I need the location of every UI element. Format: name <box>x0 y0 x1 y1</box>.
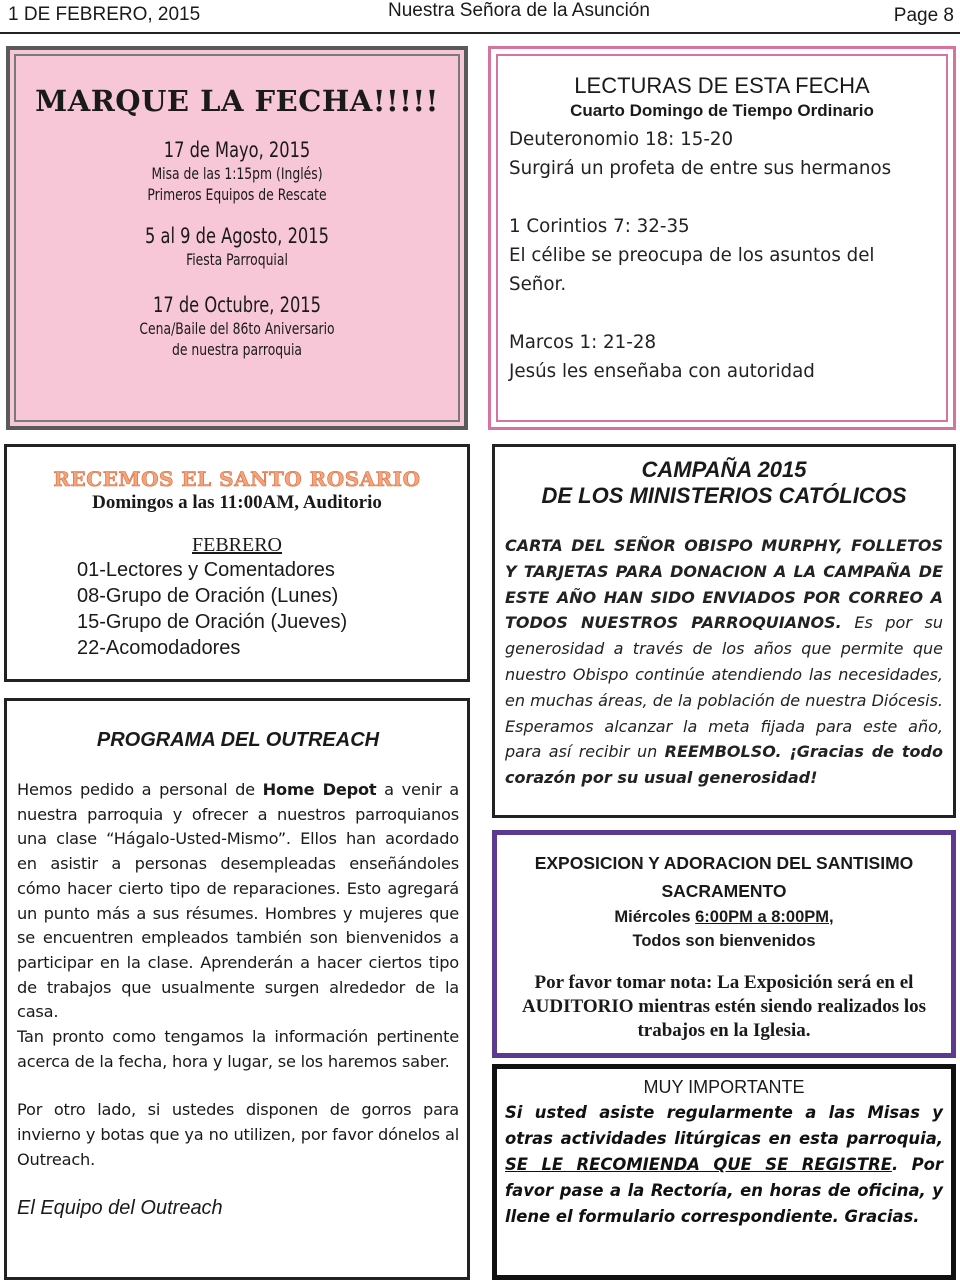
rosary-schedule: Domingos a las 11:00AM, Auditorio <box>92 492 382 513</box>
important-box <box>492 1064 956 1280</box>
reading-text: Jesús les enseñaba con autoridad <box>509 360 815 382</box>
parish-name: Nuestra Señora de la Asunción <box>388 0 650 21</box>
exposition-title: EXPOSICION Y ADORACION DEL SANTISIMO SACRAMENTO <box>534 853 914 901</box>
event-line: Fiesta Parroquial <box>186 250 288 269</box>
important-title: MUY IMPORTANTE <box>643 1077 805 1097</box>
list-item: 15-Grupo de Oración (Jueves) <box>77 611 348 633</box>
outreach-signature: El Equipo del Outreach <box>17 1196 223 1219</box>
rosary-box <box>4 444 470 682</box>
campaign-title: CAMPAÑA 2015 <box>641 457 807 482</box>
save-the-date-box <box>6 46 468 430</box>
event-line: Primeros Equipos de Rescate <box>147 185 327 204</box>
outreach-box <box>4 698 470 1280</box>
exposition-schedule: Miércoles 6:00PM a 8:00PM, <box>614 908 834 926</box>
page-number: Page 8 <box>893 5 954 26</box>
outreach-paragraph: Hemos pedido a personal de Home Depot a venir a nuestra parroquia y ofrecer a nuestros parroquianos una clase “Hágalo-Usted-Mismo”. Ellos han acordado en asistir a personas desempleadas enseñándoles cómo hacer cierto tipo de reparaciones. Esto agregará un punto más a sus résumes. Hombres y mujeres que se encuentren empleados también son bienvenidos a participar en la clase. Aprenderán a hacer ciertos tipo de trabajos que usualmente surgen alrededor de la casa. <box>17 780 460 1022</box>
reading-text: El célibe se preocupa de los asuntos del <box>509 244 875 266</box>
list-item: 01-Lectores y Comentadores <box>77 559 335 581</box>
page-header <box>0 0 960 34</box>
save-the-date-title: MARQUE LA FECHA!!!!! <box>35 84 439 118</box>
list-item: 22-Acomodadores <box>77 637 241 659</box>
rosary-month: FEBRERO <box>191 534 283 556</box>
important-text: Si usted asiste regularmente a las Misas y otras actividades litúrgicas en esta parroquia, SE LE RECOMIENDA QUE SE REGISTRE. Por favor pase a la Rectoría, en horas de oficina, y llene el formulario correspondiente. Gracias. <box>505 1103 943 1226</box>
campaign-box <box>492 444 956 818</box>
event-line: de nuestra parroquia <box>171 340 302 359</box>
reading-reference: Marcos 1: 21-28 <box>509 331 657 353</box>
event-line: Misa de las 1:15pm (Inglés) <box>151 164 323 183</box>
reading-text: Surgirá un profeta de entre sus hermanos <box>509 157 892 179</box>
event-date: 17 de Mayo, 2015 <box>163 138 311 162</box>
campaign-subtitle: DE LOS MINISTERIOS CATÓLICOS <box>541 483 907 508</box>
rosary-title: RECEMOS EL SANTO ROSARIO <box>53 467 421 491</box>
readings-box <box>488 46 956 430</box>
exposition-box <box>492 830 956 1058</box>
reading-reference: 1 Corintios 7: 32-35 <box>509 215 690 237</box>
reading-reference: Deuteronomio 18: 15-20 <box>509 128 734 150</box>
outreach-paragraph: Por otro lado, si ustedes disponen de gorros para invierno y botas que ya no utilizen, por favor dónelos al Outreach. <box>17 1100 459 1169</box>
event-line: Cena/Baile del 86to Aniversario <box>139 319 335 338</box>
reading-text: Señor. <box>509 273 567 295</box>
event-date: 17 de Octubre, 2015 <box>153 293 321 317</box>
outreach-title: PROGRAMA DEL OUTREACH <box>96 729 380 751</box>
list-item: 08-Grupo de Oración (Lunes) <box>77 585 339 607</box>
exposition-welcome: Todos son bienvenidos <box>632 932 816 950</box>
exposition-note: Por favor tomar nota: La Exposición será en el AUDITORIO mientras estén siendo realizados los trabajos en la Iglesia. <box>521 972 927 1041</box>
issue-date: 1 DE FEBRERO, 2015 <box>8 4 201 25</box>
campaign-paragraph: CARTA DEL SEÑOR OBISPO MURPHY, FOLLETOS Y TARJETAS PARA DONACION A LA CAMPAÑA DE ESTE AÑO HAN SIDO ENVIADOS POR CORREO A TODOS NUESTROS PARROQUIANOS. Es por su generosidad a través de los años que permite que nuestro Obispo continúe atendiendo las necesidades, en muchas áreas, de la población de nuestra Diócesis. Esperamos alcanzar la meta fijada para este año, para así recibir un REEMBOLSO. ¡Gracias de todo corazón por su usual generosidad! <box>505 536 943 788</box>
outreach-paragraph: Tan pronto como tengamos la información pertinente acerca de la fecha, hora y lugar, se los haremos saber. <box>17 1027 459 1071</box>
readings-title: LECTURAS DE ESTA FECHA <box>574 73 870 98</box>
event-date: 5 al 9 de Agosto, 2015 <box>145 224 329 248</box>
readings-subtitle: Cuarto Domingo de Tiempo Ordinario <box>570 101 874 120</box>
